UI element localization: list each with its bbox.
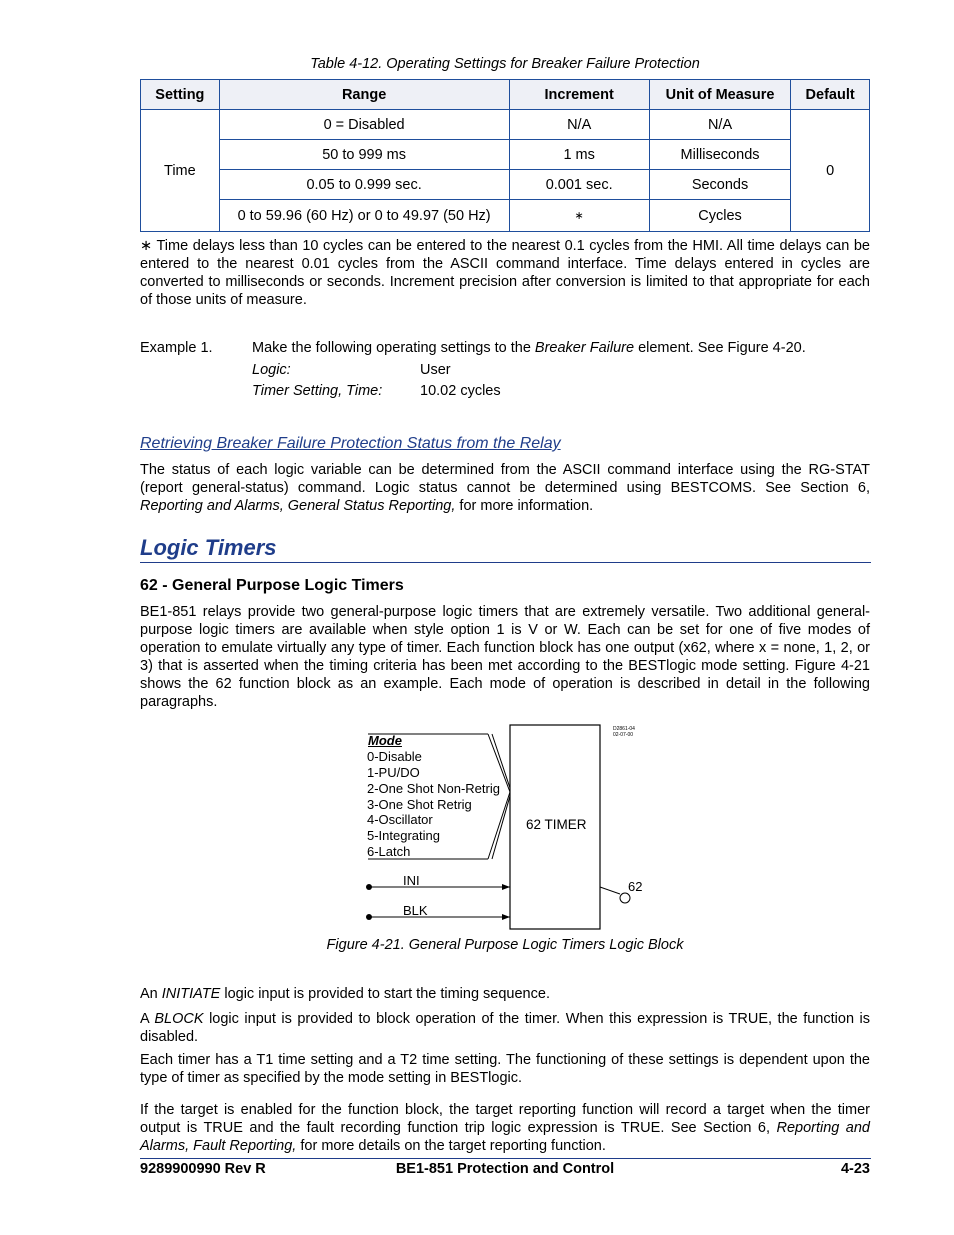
table-row: [141, 110, 870, 140]
table-header-row: [141, 80, 870, 110]
table-row: [141, 200, 870, 232]
ini-arrow-icon: [502, 884, 510, 890]
table-row: [141, 140, 870, 170]
range-cell: 0 = Disabled: [219, 110, 509, 140]
logic-block-figure: [350, 720, 660, 935]
example-item-value: 10.02 cycles: [420, 383, 501, 399]
increment-cell: 0.001 sec.: [509, 170, 649, 200]
intro-paragraph: BE1-851 relays provide two general-purpose logic timers that are extremely versatile. Two additional general-purpose logic timers are available when style option 1 is V or W. Each can be set for one of five modes of operation to emulate virtually any type of timer. Each function block has one output (x62, where x = none, 1, 2, or 3) that is asserted when the timing criteria has been met according to the BESTlogic mode setting. Figure 4-21 shows the 62 function block as an example. Each mode of operation is described in detail in the following paragraphs.: [140, 604, 870, 710]
input-blk-label: BLK: [403, 903, 428, 918]
increment-cell: 1 ms: [509, 140, 649, 170]
initiate-paragraph: An INITIATE logic input is provided to start the timing sequence.: [140, 986, 550, 1002]
footer-rule: [140, 1158, 871, 1159]
table-footnote: ∗ Time delays less than 10 cycles can be entered to the nearest 0.1 cycles from the HMI. All time delays can be entered to the nearest 0.01 cycles from the ASCII command interface. Time delays entered in cycles are converted to milliseconds or seconds. Increment precision after conversion is limited to that appropriate for each of those units of measure.: [140, 238, 870, 308]
mode-item: 4-Oscillator: [367, 812, 433, 827]
settings-table: [140, 79, 870, 232]
header-unit: Unit of Measure: [649, 80, 790, 110]
header-setting: Setting: [141, 80, 220, 110]
unit-cell: Cycles: [649, 200, 790, 232]
mode-bracket-top: [492, 734, 510, 788]
section-rule: [140, 562, 871, 563]
example-label: Example 1.: [140, 340, 213, 356]
retrieving-text: The status of each logic variable can be determined from the ASCII command interface using the RG-STAT (report general-status) command. Logic status cannot be determined using BESTCOMS. See Section 6, Reporting and Alarms, General Status Reporting, for more information.: [140, 462, 870, 514]
footer-title: BE1-851 Protection and Control: [395, 1161, 615, 1177]
footer-page-number: 4-23: [840, 1161, 870, 1177]
input-ini-label: INI: [403, 873, 420, 888]
figure-caption: Figure 4-21. General Purpose Logic Timers Logic Block: [326, 937, 684, 953]
range-cell: 0 to 59.96 (60 Hz) or 0 to 49.97 (50 Hz): [219, 200, 509, 232]
header-increment: Increment: [509, 80, 649, 110]
mode-bracket-bottom: [492, 796, 510, 859]
unit-cell: Seconds: [649, 170, 790, 200]
timer-settings-paragraph: Each timer has a T1 time setting and a T2 time setting. The functioning of these settings is dependent upon the type of timer as specified by the mode setting in BESTlogic.: [140, 1052, 870, 1086]
header-range: Range: [219, 80, 509, 110]
mode-item: 2-One Shot Non-Retrig: [367, 781, 500, 796]
block-paragraph: A BLOCK logic input is provided to block operation of the timer. When this expression is TRUE, the function is disabled.: [140, 1011, 870, 1045]
mode-item: 5-Integrating: [367, 828, 440, 843]
range-cell: 50 to 999 ms: [219, 140, 509, 170]
footer-doc-number: 9289900990 Rev R: [140, 1161, 266, 1177]
header-default: Default: [791, 80, 870, 110]
blk-arrow-icon: [502, 914, 510, 920]
mode-title: Mode: [368, 733, 402, 748]
setting-cell: Time: [141, 110, 220, 232]
mode-bracket-left: [488, 734, 510, 859]
mode-item: 6-Latch: [367, 844, 411, 859]
table-caption: Table 4-12. Operating Settings for Breaker Failure Protection: [310, 56, 700, 72]
mode-item: 3-One Shot Retrig: [367, 797, 472, 812]
unit-cell: Milliseconds: [649, 140, 790, 170]
increment-cell: N/A: [509, 110, 649, 140]
target-paragraph: If the target is enabled for the function block, the target reporting function will record a target when the timer output is TRUE and the fault recording function trip logic expression is TRUE. See Section 6, Reporting and Alarms, Fault Reporting, for more details on the target reporting function.: [140, 1102, 870, 1154]
default-cell: 0: [791, 110, 870, 232]
mode-item: 1-PU/DO: [367, 765, 420, 780]
increment-cell: ∗: [509, 200, 649, 232]
retrieving-heading: Retrieving Breaker Failure Protection Status from the Relay: [140, 435, 561, 452]
example-item-value: User: [420, 362, 451, 378]
timer-block-label: 62 TIMER: [526, 817, 587, 832]
output-line: [600, 887, 620, 894]
output-label: 62: [628, 879, 643, 894]
section-heading: Logic Timers: [140, 535, 277, 560]
drawing-id: D2861-04 02-07-00: [613, 726, 635, 738]
subsection-heading: 62 - General Purpose Logic Timers: [140, 577, 404, 594]
range-cell: 0.05 to 0.999 sec.: [219, 170, 509, 200]
mode-item: 0-Disable: [367, 749, 422, 764]
table-row: [141, 170, 870, 200]
example-text: Make the following operating settings to the Breaker Failure element. See Figure 4-20.: [252, 340, 806, 356]
example-item-name: Timer Setting, Time:: [252, 383, 383, 399]
example-item-name: Logic:: [252, 362, 291, 378]
output-circle: [620, 893, 630, 903]
unit-cell: N/A: [649, 110, 790, 140]
